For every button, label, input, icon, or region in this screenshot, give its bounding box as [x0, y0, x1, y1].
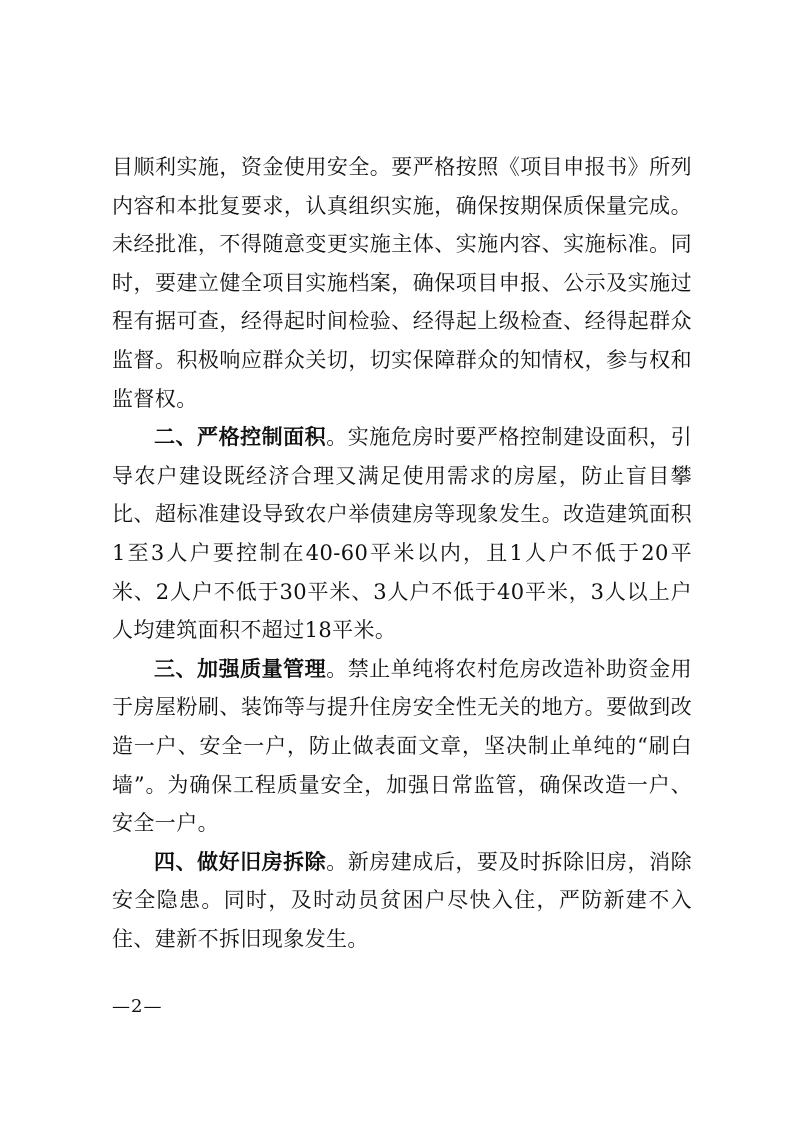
section-heading: 二、严格控制面积: [154, 425, 327, 450]
paragraph-continuation: [112, 148, 692, 418]
paragraph-section-4: [112, 843, 692, 959]
section-heading: 三、加强质量管理: [154, 656, 327, 681]
paragraph-text: 目顺利实施，资金使用安全。要严格按照《项目申报书》所列内容和本批复要求，认真组织实施，确保按期保质保量完成。未经批准，不得随意变更实施主体、实施内容、实施标准。同时，要建立健全项目实施档案，确保项目申报、公示及实施过程有据可查，经得起时间检验、经得起上级检查、经得起群众监督。积极响应群众关切，切实保障群众的知情权，参与权和监督权。: [112, 155, 692, 411]
paragraph-section-3: [112, 650, 692, 843]
paragraph-section-2: [112, 418, 692, 650]
paragraph-text: 。实施危房时要严格控制建设面积，引导农户建设既经济合理又满足使用需求的房屋，防止盲目攀比、超标准建设导致农户举债建房等现象发生。改造建筑面积1至3人户要控制在40-60平米以内，且1人户不低于20平米、2人户不低于30平米、3人户不低于40平米，3人以上户人均建筑面积不超过18平米。: [112, 425, 692, 643]
document-body: [112, 148, 692, 958]
page-number: —2—: [112, 996, 163, 1017]
section-heading: 四、做好旧房拆除: [154, 849, 327, 874]
paragraph-text: 。新房建成后，要及时拆除旧房，消除安全隐患。同时，及时动员贫困户尽快入住，严防新建不入住、建新不拆旧现象发生。: [112, 849, 692, 951]
paragraph-text: 。禁止单纯将农村危房改造补助资金用于房屋粉刷、装饰等与提升住房安全性无关的地方。要做到改造一户、安全一户，防止做表面文章，坚决制止单纯的“刷白墙”。为确保工程质量安全，加强日常监管，确保改造一户、安全一户。: [112, 656, 692, 836]
